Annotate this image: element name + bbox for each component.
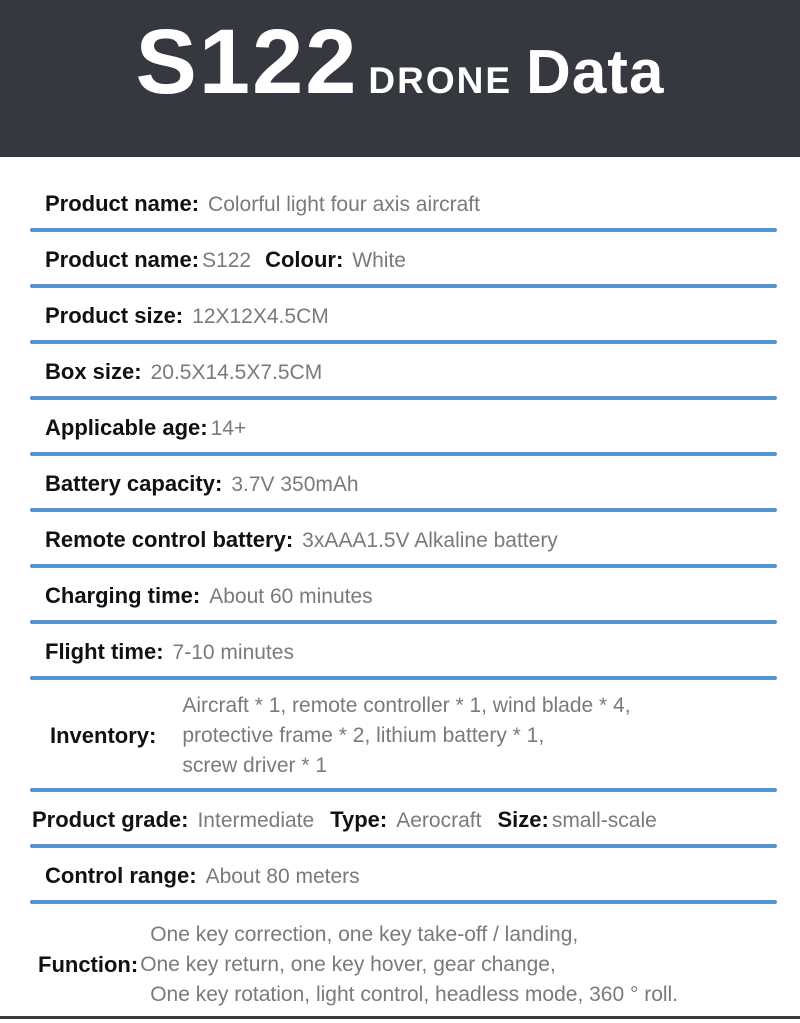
spec-value-flight-time: 7-10 minutes — [172, 641, 294, 664]
spec-value-remote-battery: 3xAAA1.5V Alkaline battery — [302, 529, 558, 552]
drone-word: DRONE — [368, 60, 513, 101]
bottom-rule — [0, 1016, 800, 1019]
spec-value-battery-capacity: 3.7V 350mAh — [231, 473, 359, 496]
spec-value-control-range: About 80 meters — [205, 865, 360, 888]
spec-value-product-name: Colorful light four axis aircraft — [208, 193, 480, 216]
inventory-line-2: protective frame * 2, lithium battery * 1, — [182, 724, 545, 747]
spec-value-grade: Intermediate — [197, 809, 315, 832]
spec-label-product-name: Product name: — [45, 191, 200, 216]
spec-row-flight-time — [0, 624, 800, 676]
spec-label-applicable-age: Applicable age: — [45, 415, 208, 440]
spec-label-charging-time: Charging time: — [45, 583, 201, 608]
spec-row-function — [0, 904, 800, 1010]
spec-label-colour: Colour: — [265, 247, 344, 272]
spec-value-size: small-scale — [551, 809, 657, 832]
function-line-2: One key return, one key hover, gear change, — [140, 953, 556, 976]
inventory-line-3: screw driver * 1 — [182, 754, 328, 777]
spec-label-product-size: Product size: — [45, 303, 184, 328]
spec-label-inventory: Inventory: — [50, 723, 157, 748]
spec-label-function: Function: — [38, 952, 139, 977]
spec-label-size: Size: — [497, 807, 549, 832]
spec-row-charging-time — [0, 568, 800, 620]
spec-row-remote-battery — [0, 512, 800, 564]
spec-row-grade-type-size — [0, 792, 800, 844]
spec-label-grade: Product grade: — [32, 807, 189, 832]
spec-row-model-colour — [0, 232, 800, 284]
spec-row-product-name — [0, 157, 800, 228]
spec-label-remote-battery: Remote control battery: — [45, 527, 294, 552]
spec-value-function — [140, 920, 678, 1010]
spec-value-colour: White — [352, 249, 406, 272]
spec-row-product-size — [0, 288, 800, 340]
spec-row-control-range — [0, 848, 800, 900]
spec-value-box-size: 20.5X14.5X7.5CM — [150, 361, 323, 384]
spec-value-applicable-age: 14+ — [210, 417, 247, 440]
spec-value-type: Aerocraft — [396, 809, 482, 832]
spec-label-battery-capacity: Battery capacity: — [45, 471, 223, 496]
spec-label-control-range: Control range: — [45, 863, 197, 888]
function-line-3: One key rotation, light control, headless mode, 360 ° roll. — [150, 983, 679, 1006]
function-line-1: One key correction, one key take-off / landing, — [150, 923, 579, 946]
model-title: S122 — [135, 11, 359, 113]
spec-label-model: Product name: — [45, 247, 200, 272]
spec-label-flight-time: Flight time: — [45, 639, 164, 664]
header-banner — [0, 0, 800, 157]
spec-value-inventory — [182, 691, 630, 781]
spec-label-box-size: Box size: — [45, 359, 142, 384]
data-word: Data — [526, 38, 665, 107]
spec-label-type: Type: — [330, 807, 388, 832]
spec-row-battery-capacity — [0, 456, 800, 508]
spec-value-model: S122 — [202, 249, 252, 272]
inventory-line-1: Aircraft * 1, remote controller * 1, wind blade * 4, — [182, 694, 631, 717]
spec-row-box-size — [0, 344, 800, 396]
spec-row-applicable-age — [0, 400, 800, 452]
spec-value-charging-time: About 60 minutes — [209, 585, 373, 608]
spec-value-product-size: 12X12X4.5CM — [192, 305, 329, 328]
spec-row-inventory — [0, 680, 800, 788]
